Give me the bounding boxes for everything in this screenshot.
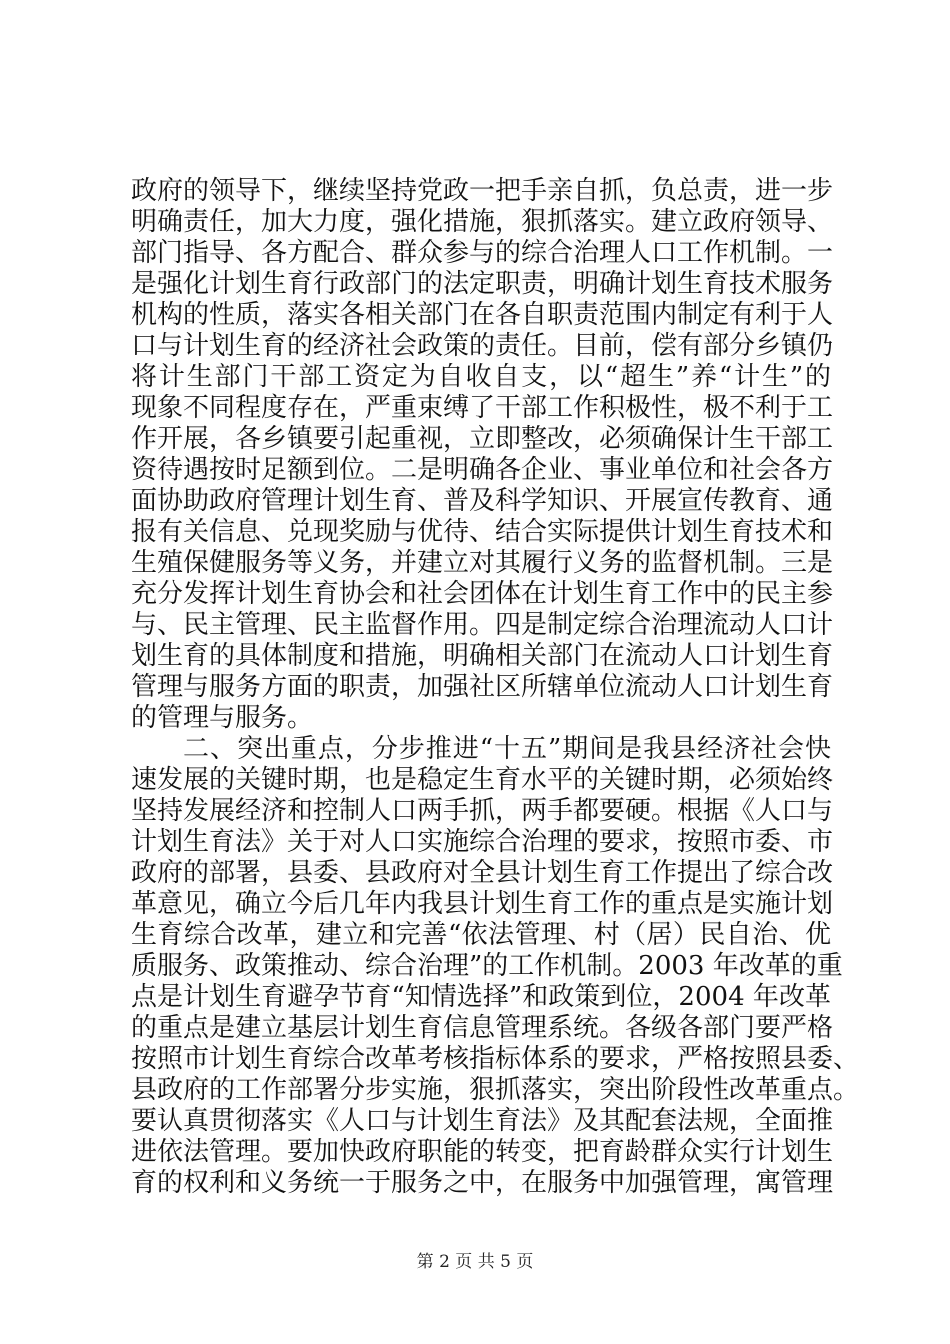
text-line: 充分发挥计划生育协会和社会团体在计划生育工作中的民主参 [131,579,834,609]
text-line: 报有关信息、兑现奖励与优待、结合实际提供计划生育技术和 [131,517,834,547]
text-line: 育的权利和义务统一于服务之中，在服务中加强管理，寓管理 [131,1168,834,1198]
text-line: 作开展，各乡镇要引起重视，立即整改，必须确保计生干部工 [131,424,834,454]
text-line: 要认真贯彻落实《人口与计划生育法》及其配套法规，全面推 [131,1106,834,1136]
text-line: 的重点是建立基层计划生育信息管理系统。各级各部门要严格 [131,1013,834,1043]
text-line: 点是计划生育避孕节育“知情选择”和政策到位，2004 年改革 [131,982,831,1012]
text-line: 速发展的关键时期，也是稳定生育水平的关键时期，必须始终 [131,765,834,795]
text-line: 资待遇按时足额到位。二是明确各企业、事业单位和社会各方 [131,455,834,485]
text-line: 将计生部门干部工资定为自收自支，以“超生”养“计生”的 [131,362,831,392]
body-text [131,176,860,1199]
text-line: 坚持发展经济和控制人口两手抓，两手都要硬。根据《人口与 [131,796,834,826]
text-line: 政府的部署，县委、县政府对全县计划生育工作提出了综合改 [131,858,834,888]
text-line: 县政府的工作部署分步实施，狠抓落实，突出阶段性改革重点。 [131,1075,860,1105]
text-line: 现象不同程度存在，严重束缚了干部工作积极性，极不利于工 [131,393,834,423]
text-line: 质服务、政策推动、综合治理”的工作机制。2003 年改革的重 [131,951,843,981]
text-line: 计划生育法》关于对人口实施综合治理的要求，按照市委、市 [131,827,834,857]
text-line: 政府的领导下，继续坚持党政一把手亲自抓，负总责，进一步 [131,176,834,206]
text-line: 机构的性质，落实各相关部门在各自职责范围内制定有利于人 [131,300,834,330]
text-line: 按照市计划生育综合改革考核指标体系的要求，严格按照县委、 [131,1044,860,1074]
text-line: 划生育的具体制度和措施，明确相关部门在流动人口计划生育 [131,641,834,671]
text-line: 进依法管理。要加快政府职能的转变，把育龄群众实行计划生 [131,1137,834,1167]
text-line: 生殖保健服务等义务，并建立对其履行义务的监督机制。三是 [131,548,834,578]
text-line: 是强化计划生育行政部门的法定职责，明确计划生育技术服务 [131,269,834,299]
page-number-footer: 第 2 页 共 5 页 [416,1252,534,1272]
text-line: 的管理与服务。 [131,703,314,733]
text-line: 明确责任，加大力度，强化措施，狠抓落实。建立政府领导、 [131,207,834,237]
text-line: 部门指导、各方配合、群众参与的综合治理人口工作机制。一 [131,238,834,268]
text-line: 与、民主管理、民主监督作用。四是制定综合治理流动人口计 [131,610,834,640]
text-line: 管理与服务方面的职责，加强社区所辖单位流动人口计划生育 [131,672,834,702]
text-line: 生育综合改革，建立和完善“依法管理、村（居）民自治、优 [131,920,831,950]
section-heading-line: 二、突出重点，分步推进“十五”期间是我县经济社会快 [183,734,831,764]
text-line: 面协助政府管理计划生育、普及科学知识、开展宣传教育、通 [131,486,834,516]
text-line: 革意见，确立今后几年内我县计划生育工作的重点是实施计划 [131,889,834,919]
text-line: 口与计划生育的经济社会政策的责任。目前，偿有部分乡镇仍 [131,331,834,361]
